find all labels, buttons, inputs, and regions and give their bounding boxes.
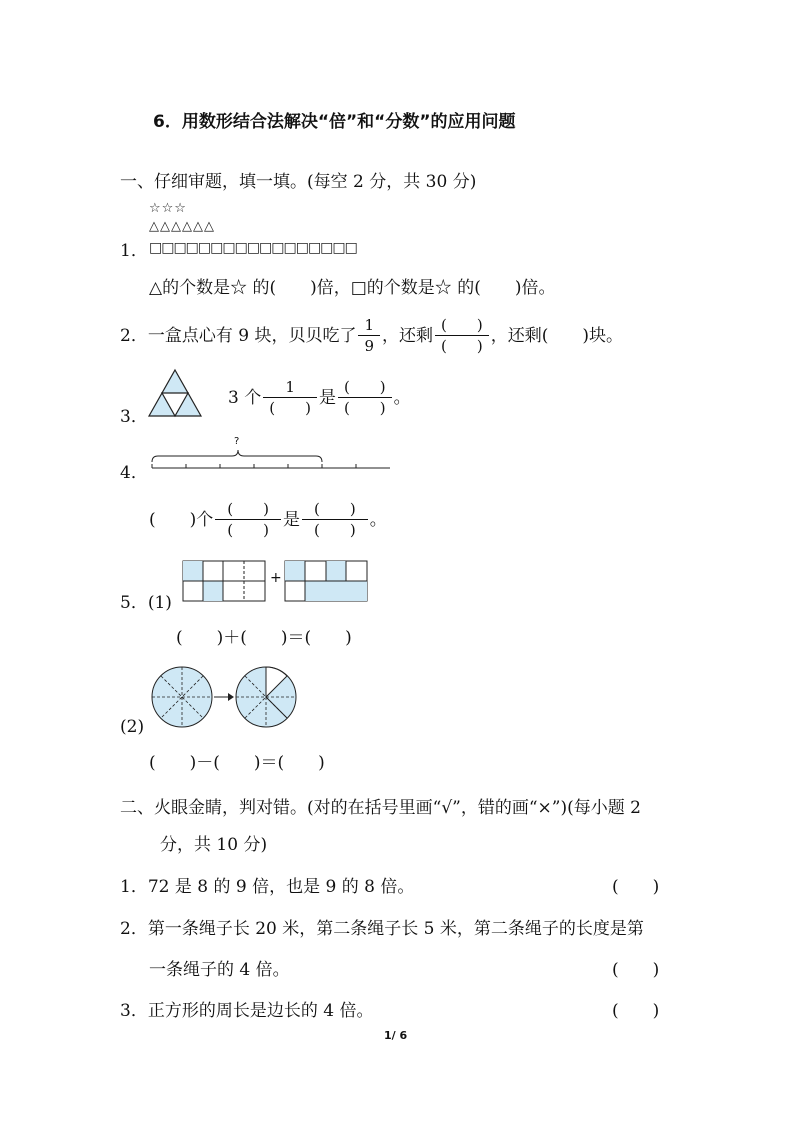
- q2-frac-num: 1: [358, 316, 380, 336]
- q5-1-equation: ( )＋( )＝( ): [176, 628, 352, 648]
- q3-blank-fraction[interactable]: [338, 378, 392, 417]
- q2-number: 2．: [120, 325, 148, 346]
- q2-text-c: ，还剩( )块。: [490, 325, 623, 346]
- q1-line: △的个数是☆ 的( )倍，□的个数是☆ 的( )倍。: [149, 278, 556, 298]
- q3-text-b: 是: [318, 387, 336, 408]
- q2-blank-num: ( ): [435, 316, 489, 336]
- arrow-head: [228, 693, 234, 701]
- page-number: 1/ 6: [384, 1029, 408, 1042]
- q4-blank2-den: ( ): [313, 521, 356, 539]
- judge-item-text: 72 是 8 的 9 倍，也是 9 的 8 倍。: [147, 877, 415, 897]
- rect-right-fill-2: [326, 561, 346, 581]
- q3-number: 3．: [120, 407, 148, 427]
- judge-item-number: 3．: [120, 1001, 148, 1021]
- judge-item-2: [120, 918, 644, 940]
- circles-figure: [148, 664, 304, 732]
- q3-blank-num: ( ): [338, 378, 392, 398]
- segment-ticks: [152, 464, 356, 468]
- judge-item-number: 2．: [120, 919, 148, 939]
- q4-blank1-num: ( ): [215, 500, 281, 520]
- q3-frac-num: 1: [263, 378, 317, 398]
- q3: [228, 378, 411, 417]
- judge-item-2-cont: 一条绳子的 4 倍。: [149, 960, 290, 980]
- judge-item-number: 1．: [120, 877, 148, 897]
- q4-number: 4．: [120, 463, 148, 483]
- q2-blank-den: ( ): [441, 337, 483, 355]
- judge-answer-1[interactable]: ( ): [612, 877, 660, 897]
- q3-text-a: 3 个: [228, 387, 262, 408]
- rect-right-fill-1: [285, 561, 305, 581]
- rect-left-fill-1: [183, 561, 203, 581]
- stars-row: ☆☆☆: [149, 201, 187, 216]
- judge-item-1: [120, 876, 414, 898]
- plus-sign: +: [270, 570, 282, 586]
- q3-text-c: 。: [393, 387, 411, 408]
- brace: [152, 450, 322, 462]
- q5-number: 5．(1): [120, 593, 172, 613]
- brace-line-figure: [148, 448, 394, 472]
- q3-blank-den: ( ): [343, 399, 386, 417]
- section2-heading-cont: 分，共 10 分): [160, 835, 268, 855]
- squares-row: □□□□□□□□□□□□□□□□□: [149, 240, 357, 256]
- judge-item-text: 正方形的周长是边长的 4 倍。: [147, 1001, 374, 1021]
- q4-text-c: 。: [369, 509, 387, 530]
- rect-left-fill-2: [203, 581, 223, 601]
- q5-2-number: (2): [120, 717, 145, 737]
- q4-text-b: 是: [282, 509, 300, 530]
- q4-blank-fraction-1[interactable]: [215, 500, 281, 539]
- rect-right-fill-3: [305, 581, 367, 601]
- judge-item-3: [120, 1000, 373, 1022]
- q2: [120, 316, 623, 355]
- judge-item-text: 第一条绳子长 20 米，第二条绳子长 5 米，第二条绳子的长度是第: [147, 919, 644, 939]
- page-title: 6．用数形结合法解决“倍”和“分数”的应用问题: [153, 112, 516, 132]
- q4-text-a: ( )个: [149, 509, 214, 530]
- q2-text-b: ，还剩: [382, 325, 433, 346]
- q2-frac-den: 9: [364, 337, 374, 355]
- section1-heading: 一、仔细审题，填一填。(每空 2 分，共 30 分): [120, 172, 477, 192]
- judge-answer-2[interactable]: ( ): [612, 960, 660, 980]
- q3-frac-den: ( ): [269, 399, 311, 417]
- q4-blank1-den: ( ): [227, 521, 269, 539]
- triangles-row: △△△△△△: [149, 219, 215, 234]
- q2-text-a: 一盒点心有 9 块，贝贝吃了: [147, 325, 357, 346]
- q3-fraction[interactable]: [263, 378, 317, 417]
- q4-blank2-num: ( ): [302, 500, 368, 520]
- q2-blank-fraction[interactable]: [435, 316, 489, 355]
- q1-number: 1．: [120, 241, 148, 261]
- q4-blank-fraction-2[interactable]: [302, 500, 368, 539]
- q5-2-equation: ( )－( )＝( ): [149, 753, 325, 773]
- triangle-figure: [147, 368, 203, 420]
- q4-question-mark: ?: [234, 436, 240, 447]
- judge-answer-3[interactable]: ( ): [612, 1001, 660, 1021]
- q2-fraction: [358, 316, 380, 355]
- section2-heading: 二、火眼金睛，判对错。(对的在括号里画“√”，错的画“×”)(每小题 2: [120, 798, 641, 818]
- q4: [149, 500, 387, 539]
